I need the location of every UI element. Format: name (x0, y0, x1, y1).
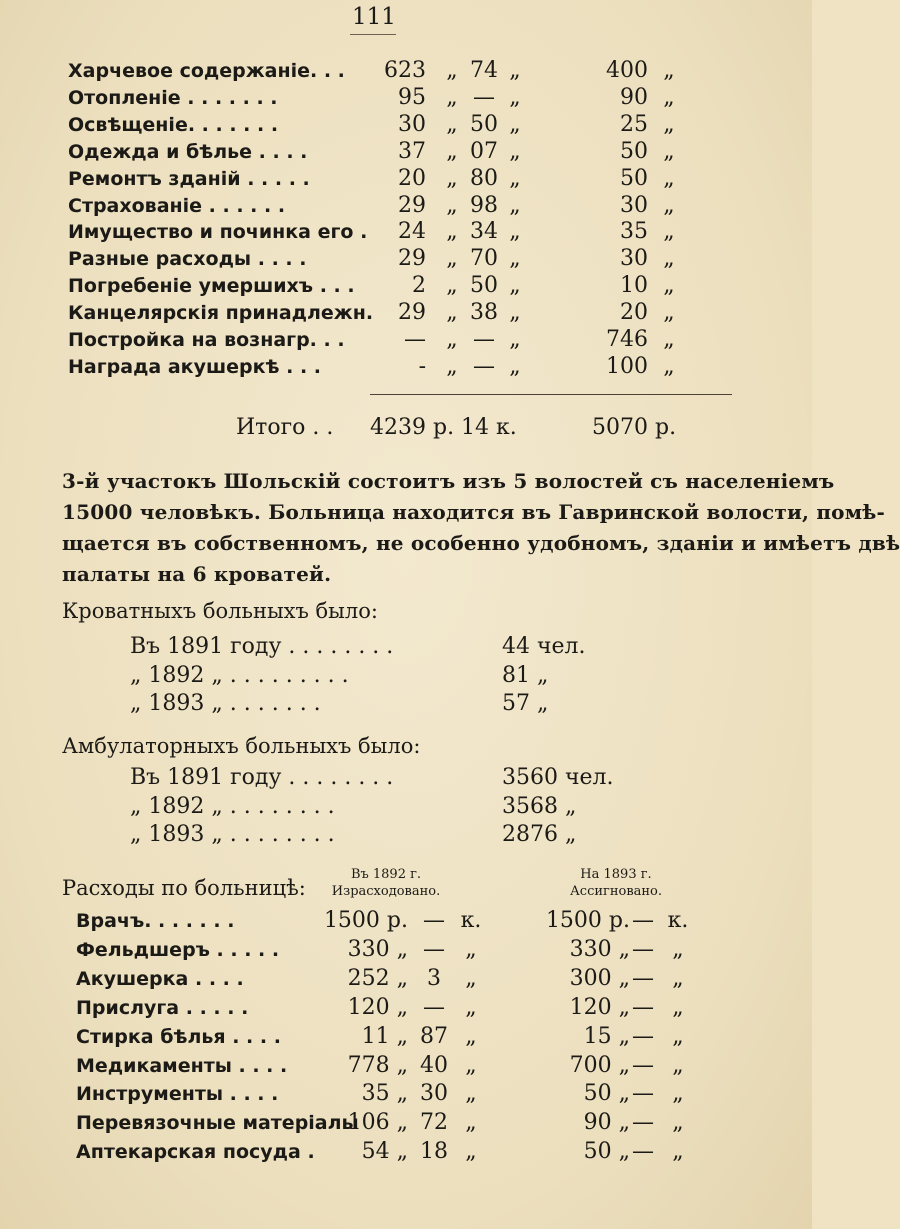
amount-kopecks-1892: — (473, 353, 495, 379)
year-label: Въ 1891 году . . . . . . . . (130, 765, 394, 790)
ditto-mark: „ (509, 300, 521, 326)
list-item (0, 794, 812, 820)
paragraph-line: палаты на 6 кроватей. (62, 562, 332, 586)
amount-rubles-1892: 623 (384, 58, 426, 83)
table-row (0, 995, 812, 1021)
spent-kopecks-1892: 3 (427, 965, 441, 991)
ditto-mark: „ (446, 246, 458, 272)
spent-kopecks-1892: 30 (420, 1081, 448, 1107)
ditto-mark: „ (509, 165, 521, 191)
ditto-mark: „ (509, 111, 521, 137)
patient-count: 3568 „ (502, 793, 577, 819)
row-label: Освѣщеніе. . . . . . . (68, 113, 279, 136)
amount-1893: 10 (620, 273, 648, 299)
amount-kopecks-1892: — (473, 327, 495, 352)
total-label: Итого . . (236, 415, 334, 440)
amount-kopecks-1892: 98 (470, 192, 498, 218)
ditto-mark: „ (509, 273, 521, 299)
ditto-mark: „ (663, 192, 675, 218)
amount-kopecks-1892: 07 (470, 138, 498, 164)
table-row (0, 327, 812, 353)
row-label: Медикаменты . . . . (76, 1054, 288, 1077)
table-row (0, 1024, 812, 1050)
amount-1893: 20 (620, 300, 648, 326)
list-item (0, 691, 812, 717)
table-row (0, 1139, 812, 1165)
row-label: Разные расходы . . . . (68, 248, 307, 271)
expenses-heading: Расходы по больницѣ: (62, 876, 306, 900)
table-row (0, 1053, 812, 1079)
table-row (0, 219, 812, 245)
assigned-rubles-1893: 90 „ (583, 1110, 630, 1136)
table-row (0, 966, 812, 992)
ditto-mark: „ (446, 111, 458, 137)
assigned-rubles-1893: 15 „ (583, 1023, 630, 1049)
assigned-kopecks-1893: — (632, 1023, 654, 1049)
amount-rubles-1892: 30 (398, 111, 426, 137)
amount-1893: 400 (606, 58, 648, 83)
list-item (0, 765, 812, 791)
spent-kopecks-1892: — (423, 936, 445, 962)
ditto-mark: „ (672, 1081, 684, 1107)
ditto-mark: „ (663, 138, 675, 164)
amount-1893: 25 (620, 111, 648, 137)
spent-rubles-1892: 252 „ (347, 965, 408, 991)
amount-rubles-1892: 2 (412, 273, 426, 299)
spent-rubles-1892: 778 „ (347, 1052, 408, 1078)
ditto-mark: „ (446, 138, 458, 164)
spent-kopecks-1892: 87 (420, 1023, 448, 1049)
assigned-kopecks-1893: — (632, 1081, 654, 1107)
amount-kopecks-1892: 70 (470, 246, 498, 272)
ditto-mark: „ (509, 58, 521, 83)
patient-count: 2876 „ (502, 822, 577, 847)
ditto-mark: „ (446, 327, 458, 352)
spent-rubles-1892: 35 „ (361, 1081, 408, 1107)
amount-rubles-1892: 29 (398, 246, 426, 272)
ditto-mark: „ (663, 84, 675, 110)
row-label: Стирка бѣлья . . . . (76, 1025, 281, 1048)
year-label: Въ 1891 году . . . . . . . . (130, 634, 394, 659)
ditto-mark: „ (672, 1052, 684, 1078)
ditto-mark: к. (460, 908, 482, 933)
spent-kopecks-1892: 40 (420, 1052, 448, 1078)
amount-rubles-1892: 24 (398, 219, 426, 245)
amount-kopecks-1892: 38 (470, 300, 498, 326)
amount-kopecks-1892: 50 (470, 273, 498, 299)
amount-1893: 30 (620, 192, 648, 218)
spent-kopecks-1892: 72 (420, 1110, 448, 1136)
ditto-mark: „ (672, 936, 684, 962)
assigned-kopecks-1893: — (632, 1139, 654, 1165)
ditto-mark: „ (465, 1052, 477, 1078)
assigned-kopecks-1893: — (632, 908, 654, 933)
district-paragraph (62, 466, 900, 590)
table-row (0, 112, 812, 138)
list-item (0, 822, 812, 848)
row-label: Ремонтъ зданій . . . . . (68, 167, 310, 190)
amount-1893: 100 (606, 353, 648, 379)
row-label: Имущество и починка его . (68, 221, 368, 244)
ditto-mark: „ (446, 58, 458, 83)
expenses-col1-header: Въ 1892 г. Израсходовано. (331, 867, 441, 899)
ditto-mark: „ (672, 965, 684, 991)
table-row (0, 58, 812, 84)
ditto-mark: „ (663, 58, 675, 83)
year-label: „ 1893 „ . . . . . . . (130, 691, 321, 716)
table-row (0, 273, 812, 299)
table-row (0, 937, 812, 963)
ditto-mark: „ (663, 111, 675, 137)
list-item (0, 663, 812, 689)
amount-1893: 746 (606, 327, 648, 352)
table-row (0, 193, 812, 219)
spent-kopecks-1892: — (423, 908, 445, 933)
ditto-mark: „ (672, 994, 684, 1020)
ditto-mark: „ (446, 300, 458, 326)
table-row (0, 85, 812, 111)
ditto-mark: „ (465, 1110, 477, 1136)
amount-kopecks-1892: 80 (470, 165, 498, 191)
row-label: Погребеніе умершихъ . . . (68, 275, 355, 298)
table-row (0, 166, 812, 192)
spent-rubles-1892: 330 „ (347, 936, 408, 962)
ditto-mark: „ (446, 192, 458, 218)
assigned-rubles-1893: 120 „ (569, 994, 630, 1020)
ditto-mark: „ (465, 965, 477, 991)
ditto-mark: „ (509, 327, 521, 352)
ditto-mark: „ (672, 1139, 684, 1165)
ditto-mark: „ (663, 273, 675, 299)
ditto-mark: „ (663, 327, 675, 352)
amount-rubles-1892: 37 (398, 138, 426, 164)
row-label: Отопленіе . . . . . . . (68, 86, 278, 109)
assigned-rubles-1893: 50 „ (583, 1081, 630, 1107)
row-label: Врачъ. . . . . . . (76, 910, 235, 932)
patient-count: 81 „ (502, 662, 549, 688)
table-row (0, 300, 812, 326)
ditto-mark: „ (663, 165, 675, 191)
spent-kopecks-1892: — (423, 994, 445, 1020)
year-label: „ 1892 „ . . . . . . . . . (130, 662, 349, 688)
total-rule (370, 394, 732, 395)
paragraph-line: 3-й участокъ Шольскій состоитъ изъ 5 волостей съ населеніемъ (62, 469, 835, 493)
inpatients-heading: Кроватныхъ больныхъ было: (62, 599, 378, 623)
amount-rubles-1892: — (404, 327, 426, 352)
assigned-rubles-1893: 300 „ (569, 965, 630, 991)
ditto-mark: „ (663, 353, 675, 379)
amount-rubles-1892: 20 (398, 165, 426, 191)
amount-rubles-1892: 29 (398, 300, 426, 326)
page-number: 111 (352, 4, 396, 30)
ditto-mark: „ (509, 219, 521, 245)
paragraph-line: щается въ собственномъ, не особенно удобномъ, зданіи и имѣетъ двѣ (62, 531, 900, 555)
table-row (0, 908, 812, 934)
assigned-rubles-1893: 1500 р. (545, 908, 630, 933)
ditto-mark: „ (509, 84, 521, 110)
assigned-kopecks-1893: — (632, 936, 654, 962)
amount-1893: 50 (620, 138, 648, 164)
ditto-mark: „ (663, 219, 675, 245)
ditto-mark: „ (446, 219, 458, 245)
ditto-mark: „ (672, 1110, 684, 1136)
spent-kopecks-1892: 18 (420, 1139, 448, 1165)
row-label: Одежда и бѣлье . . . . (68, 140, 308, 163)
ditto-mark: „ (509, 192, 521, 218)
row-label: Прислуга . . . . . (76, 996, 249, 1019)
ditto-mark: к. (667, 908, 689, 933)
patient-count: 57 „ (502, 691, 549, 716)
ditto-mark: „ (509, 246, 521, 272)
amount-kopecks-1892: 50 (470, 111, 498, 137)
table-row (0, 246, 812, 272)
table-row (0, 1081, 812, 1107)
ditto-mark: „ (465, 1081, 477, 1107)
assigned-kopecks-1893: — (632, 1110, 654, 1136)
paragraph-line: 15000 человѣкъ. Больница находится въ Гавринской волости, помѣ- (62, 500, 886, 524)
ditto-mark: „ (465, 1139, 477, 1165)
table-row (0, 354, 812, 380)
total-amount-1892: 4239 р. 14 к. (370, 415, 517, 440)
row-label: Фельдшеръ . . . . . (76, 938, 280, 961)
ditto-mark: „ (465, 1023, 477, 1049)
row-label: Награда акушеркѣ . . . (68, 355, 321, 378)
patient-count: 44 чел. (502, 634, 586, 659)
amount-kopecks-1892: — (473, 84, 495, 110)
amount-rubles-1892: - (418, 353, 426, 379)
amount-kopecks-1892: 74 (470, 58, 498, 83)
ditto-mark: „ (465, 936, 477, 962)
assigned-rubles-1893: 50 „ (583, 1139, 630, 1165)
row-label: Харчевое содержаніе. . . (68, 60, 345, 82)
amount-1893: 35 (620, 219, 648, 245)
ditto-mark: „ (446, 165, 458, 191)
ditto-mark: „ (446, 84, 458, 110)
ditto-mark: „ (663, 300, 675, 326)
amount-kopecks-1892: 34 (470, 219, 498, 245)
year-label: „ 1893 „ . . . . . . . . (130, 822, 335, 847)
ditto-mark: „ (446, 273, 458, 299)
ditto-mark: „ (663, 246, 675, 272)
table-row (0, 1110, 812, 1136)
amount-1893: 90 (620, 84, 648, 110)
amount-1893: 30 (620, 246, 648, 272)
spent-rubles-1892: 106 „ (347, 1110, 408, 1136)
ditto-mark: „ (672, 1023, 684, 1049)
amount-rubles-1892: 29 (398, 192, 426, 218)
table-row (0, 139, 812, 165)
row-label: Аптекарская посуда . (76, 1141, 315, 1164)
assigned-rubles-1893: 700 „ (569, 1052, 630, 1078)
spent-rubles-1892: 1500 р. (323, 908, 408, 933)
amount-1893: 50 (620, 165, 648, 191)
outpatients-heading: Амбулаторныхъ больныхъ было: (62, 734, 421, 758)
assigned-rubles-1893: 330 „ (569, 936, 630, 962)
total-amount-1893: 5070 р. (592, 415, 677, 440)
row-label: Постройка на вознагр. . . (68, 329, 345, 351)
ditto-mark: „ (509, 353, 521, 379)
spent-rubles-1892: 54 „ (361, 1139, 408, 1165)
assigned-kopecks-1893: — (632, 1052, 654, 1078)
page-number-rule (350, 34, 396, 35)
ditto-mark: „ (465, 994, 477, 1020)
amount-rubles-1892: 95 (398, 84, 426, 110)
year-label: „ 1892 „ . . . . . . . . (130, 793, 335, 819)
ditto-mark: „ (446, 353, 458, 379)
list-item (0, 634, 812, 660)
row-label: Инструменты . . . . (76, 1083, 279, 1106)
assigned-kopecks-1893: — (632, 965, 654, 991)
spent-rubles-1892: 11 „ (361, 1023, 408, 1049)
patient-count: 3560 чел. (502, 765, 614, 790)
spent-rubles-1892: 120 „ (347, 994, 408, 1020)
expenses-col2-header: На 1893 г. Ассигновано. (569, 867, 663, 899)
row-label: Перевязочные матеріалы (76, 1112, 359, 1135)
row-label: Страхованіе . . . . . . (68, 194, 286, 217)
row-label: Акушерка . . . . (76, 967, 244, 990)
row-label: Канцелярскія принадлежн. (68, 302, 374, 325)
assigned-kopecks-1893: — (632, 994, 654, 1020)
ditto-mark: „ (509, 138, 521, 164)
